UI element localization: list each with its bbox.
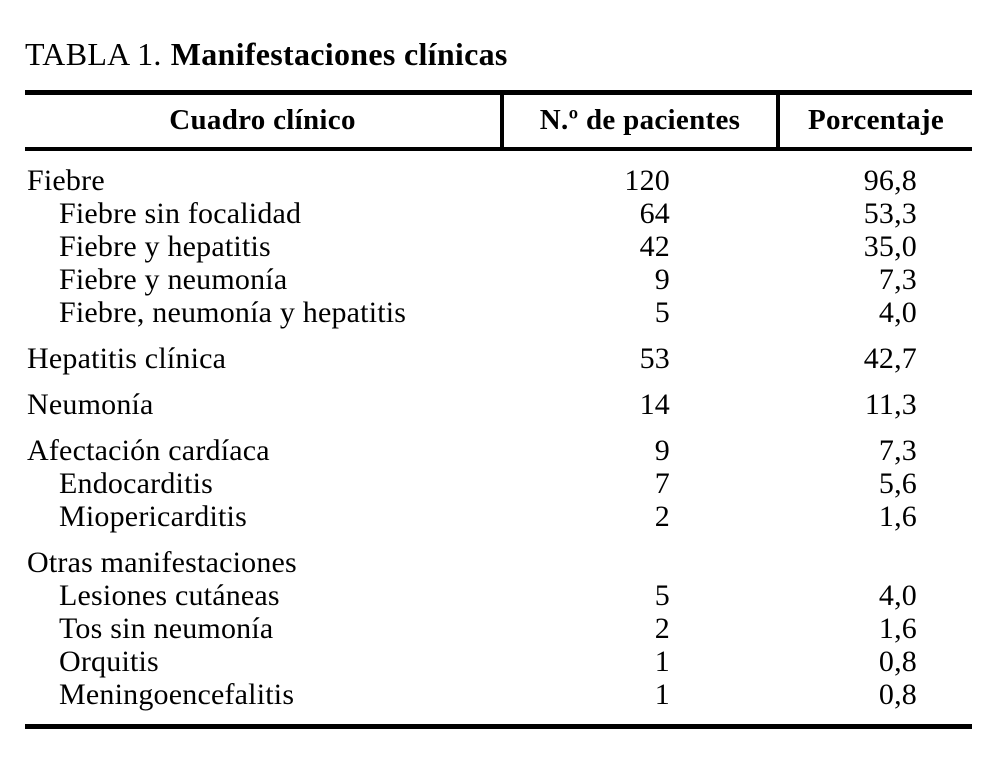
table-row	[25, 375, 972, 421]
row-patients: 1	[654, 678, 670, 711]
row-label: Fiebre y hepatitis	[59, 230, 271, 263]
table-row	[25, 533, 972, 579]
row-patients: 5	[654, 579, 670, 612]
row-label: Neumonía	[27, 388, 154, 421]
row-percent: 0,8	[878, 678, 917, 711]
row-patients: 42	[639, 230, 670, 263]
table-row	[25, 467, 972, 500]
table-row	[25, 678, 972, 727]
table-row	[25, 149, 972, 197]
row-percent: 5,6	[878, 467, 917, 500]
row-label: Tos sin neumonía	[59, 612, 274, 645]
row-label: Orquitis	[59, 645, 159, 678]
col-header-porcentaje: Porcentaje	[778, 93, 972, 150]
row-label: Afectación cardíaca	[27, 434, 270, 467]
row-label: Endocarditis	[59, 467, 214, 500]
row-percent: 11,3	[864, 388, 917, 421]
table-title-text: Manifestaciones clínicas	[170, 36, 508, 72]
table-header-row	[25, 93, 972, 150]
row-label: Otras manifestaciones	[27, 546, 297, 579]
row-percent: 35,0	[863, 230, 917, 263]
row-percent: 1,6	[878, 612, 917, 645]
row-percent: 0,8	[878, 645, 917, 678]
row-patients: 53	[639, 342, 670, 375]
row-patients: 14	[639, 388, 670, 421]
row-patients: 2	[654, 612, 670, 645]
row-percent: 7,3	[878, 434, 917, 467]
table-row	[25, 263, 972, 296]
row-label: Miopericarditis	[59, 500, 247, 533]
row-patients: 9	[654, 434, 670, 467]
row-patients: 2	[654, 500, 670, 533]
row-patients: 1	[654, 645, 670, 678]
row-label: Fiebre, neumonía y hepatitis	[59, 296, 407, 329]
row-percent: 4,0	[878, 296, 917, 329]
row-percent: 42,7	[863, 342, 917, 375]
table-title-prefix: TABLA 1.	[25, 36, 162, 72]
row-label: Meningoencefalitis	[59, 678, 295, 711]
row-percent: 7,3	[878, 263, 917, 296]
table-row	[25, 500, 972, 533]
row-label: Fiebre sin focalidad	[59, 197, 302, 230]
row-label: Fiebre	[27, 164, 105, 197]
row-patients: 9	[654, 263, 670, 296]
col-header-cuadro-clinico: Cuadro clínico	[25, 93, 502, 150]
row-label: Hepatitis clínica	[27, 342, 227, 375]
table-row	[25, 197, 972, 230]
row-patients: 120	[624, 164, 670, 197]
table-row	[25, 296, 972, 329]
table-header	[25, 93, 972, 150]
table-row	[25, 645, 972, 678]
row-percent	[778, 533, 972, 579]
col-header-num-pacientes: N.º de pacientes	[502, 93, 778, 150]
row-label: Lesiones cutáneas	[59, 579, 280, 612]
table-title	[25, 36, 508, 72]
row-percent: 4,0	[878, 579, 917, 612]
row-patients: 64	[639, 197, 670, 230]
row-patients: 5	[654, 296, 670, 329]
row-percent: 96,8	[863, 164, 917, 197]
row-label: Fiebre y neumonía	[59, 263, 288, 296]
table-row	[25, 579, 972, 612]
table-row	[25, 421, 972, 467]
table-row	[25, 230, 972, 263]
row-patients: 7	[654, 467, 670, 500]
row-patients	[502, 533, 778, 579]
row-percent: 1,6	[878, 500, 917, 533]
clinical-manifestations-table	[25, 90, 972, 729]
table-body	[25, 149, 972, 727]
table-row	[25, 612, 972, 645]
table-row	[25, 329, 972, 375]
row-percent: 53,3	[863, 197, 917, 230]
